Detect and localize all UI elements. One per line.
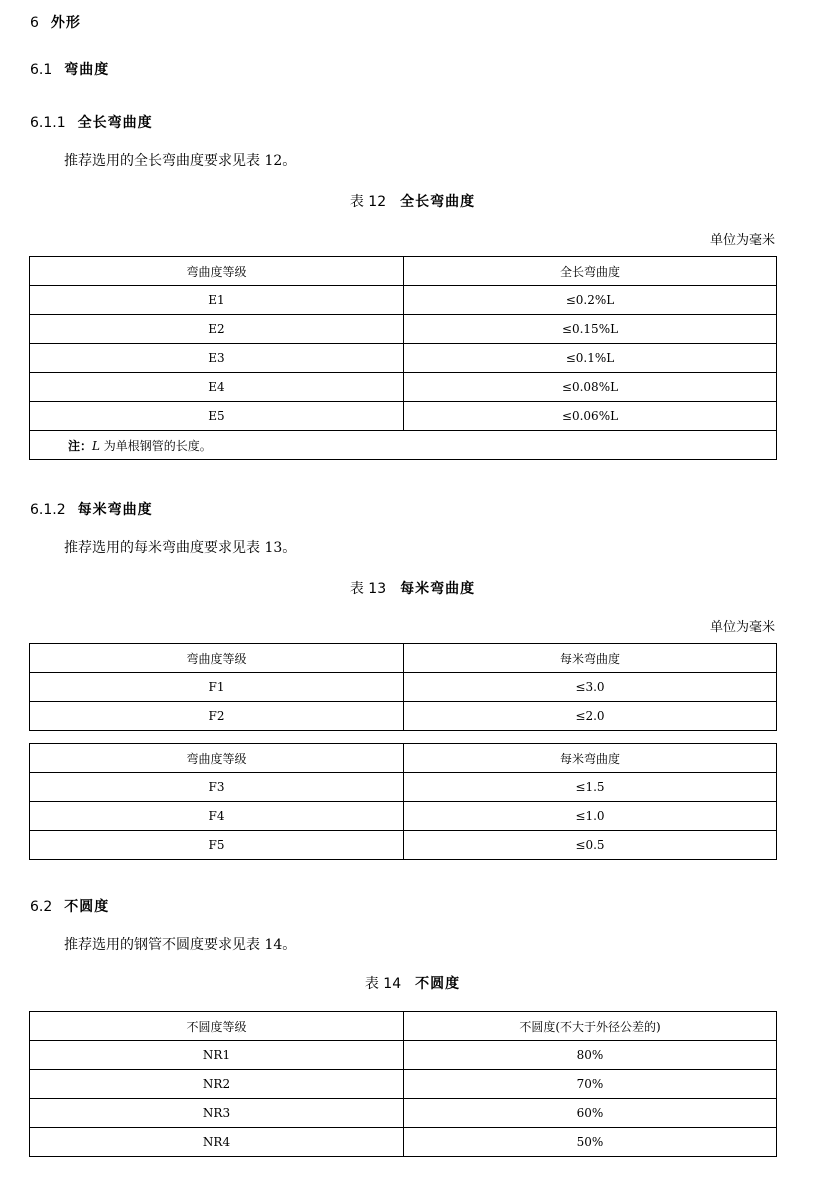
table-14 bbox=[29, 1011, 777, 1157]
table-note bbox=[30, 431, 777, 460]
table-row bbox=[30, 1070, 777, 1099]
grade-cell: E3 bbox=[30, 344, 404, 373]
heading-number: 6 bbox=[30, 15, 39, 31]
table-header-row bbox=[30, 1012, 777, 1041]
table-row bbox=[30, 673, 777, 702]
table-row bbox=[30, 802, 777, 831]
grade-cell: F1 bbox=[30, 673, 404, 702]
header-cell: 每米弯曲度 bbox=[404, 644, 777, 673]
grade-cell: E1 bbox=[30, 286, 404, 315]
header-cell: 不圆度等级 bbox=[30, 1012, 404, 1041]
paragraph-6-2: 推荐选用的钢管不圆度要求见表 14。 bbox=[64, 937, 297, 953]
table-14-caption bbox=[0, 973, 825, 993]
heading-6-1-1 bbox=[30, 112, 153, 132]
value-cell: 60% bbox=[404, 1099, 777, 1128]
grade-cell: E4 bbox=[30, 373, 404, 402]
note-variable: L bbox=[92, 438, 100, 453]
grade-cell: NR2 bbox=[30, 1070, 404, 1099]
grade-cell: E5 bbox=[30, 402, 404, 431]
heading-number: 6.2 bbox=[30, 899, 53, 915]
heading-title: 外形 bbox=[50, 15, 81, 31]
header-cell: 弯曲度等级 bbox=[30, 644, 404, 673]
value-cell: ≤0.1%L bbox=[404, 344, 777, 373]
table-row bbox=[30, 402, 777, 431]
value-cell: 50% bbox=[404, 1128, 777, 1157]
header-cell: 每米弯曲度 bbox=[404, 744, 777, 773]
grade-cell: F3 bbox=[30, 773, 404, 802]
table-title: 全长弯曲度 bbox=[400, 194, 476, 210]
header-cell: 不圆度(不大于外径公差的) bbox=[404, 1012, 777, 1041]
value-cell: ≤0.2%L bbox=[404, 286, 777, 315]
heading-6-1 bbox=[30, 59, 109, 79]
value-cell: 80% bbox=[404, 1041, 777, 1070]
table-13-part-a bbox=[29, 643, 777, 731]
value-cell: ≤1.5 bbox=[404, 773, 777, 802]
heading-6-1-2 bbox=[30, 499, 153, 519]
table-row bbox=[30, 315, 777, 344]
header-cell: 弯曲度等级 bbox=[30, 257, 404, 286]
paragraph-6-1-1: 推荐选用的全长弯曲度要求见表 12。 bbox=[64, 153, 297, 169]
value-cell: ≤1.0 bbox=[404, 802, 777, 831]
heading-title: 每米弯曲度 bbox=[77, 502, 153, 518]
table-number: 表 13 bbox=[349, 581, 387, 597]
table-13-part-b bbox=[29, 743, 777, 860]
table-header-row bbox=[30, 257, 777, 286]
table-row bbox=[30, 286, 777, 315]
value-cell: ≤0.06%L bbox=[404, 402, 777, 431]
note-label: 注： bbox=[68, 438, 93, 453]
grade-cell: F5 bbox=[30, 831, 404, 860]
grade-cell: NR3 bbox=[30, 1099, 404, 1128]
heading-6 bbox=[30, 12, 81, 32]
table-row bbox=[30, 1099, 777, 1128]
table-header-row bbox=[30, 744, 777, 773]
grade-cell: F4 bbox=[30, 802, 404, 831]
table-header-row bbox=[30, 644, 777, 673]
table-12-unit: 单位为毫米 bbox=[709, 233, 775, 248]
heading-number: 6.1.2 bbox=[30, 502, 66, 518]
table-number: 表 14 bbox=[364, 976, 402, 992]
table-row bbox=[30, 773, 777, 802]
table-note-row bbox=[30, 431, 777, 460]
header-cell: 全长弯曲度 bbox=[404, 257, 777, 286]
paragraph-6-1-2: 推荐选用的每米弯曲度要求见表 13。 bbox=[64, 540, 297, 556]
note-text: 为单根钢管的长度。 bbox=[99, 438, 212, 453]
heading-title: 不圆度 bbox=[64, 899, 110, 915]
table-13-unit: 单位为毫米 bbox=[709, 620, 775, 635]
value-cell: ≤3.0 bbox=[404, 673, 777, 702]
grade-cell: F2 bbox=[30, 702, 404, 731]
grade-cell: NR1 bbox=[30, 1041, 404, 1070]
table-row bbox=[30, 373, 777, 402]
table-number: 表 12 bbox=[349, 194, 387, 210]
heading-title: 全长弯曲度 bbox=[77, 115, 153, 131]
grade-cell: E2 bbox=[30, 315, 404, 344]
value-cell: ≤2.0 bbox=[404, 702, 777, 731]
table-12-caption bbox=[0, 191, 825, 211]
heading-6-2 bbox=[30, 896, 109, 916]
table-row bbox=[30, 702, 777, 731]
heading-title: 弯曲度 bbox=[64, 62, 110, 78]
value-cell: ≤0.15%L bbox=[404, 315, 777, 344]
table-title: 每米弯曲度 bbox=[400, 581, 476, 597]
value-cell: ≤0.08%L bbox=[404, 373, 777, 402]
table-row bbox=[30, 1041, 777, 1070]
value-cell: 70% bbox=[404, 1070, 777, 1099]
heading-number: 6.1 bbox=[30, 62, 53, 78]
table-row bbox=[30, 831, 777, 860]
table-13-caption bbox=[0, 578, 825, 598]
table-row bbox=[30, 1128, 777, 1157]
table-title: 不圆度 bbox=[415, 976, 461, 992]
table-row bbox=[30, 344, 777, 373]
header-cell: 弯曲度等级 bbox=[30, 744, 404, 773]
grade-cell: NR4 bbox=[30, 1128, 404, 1157]
value-cell: ≤0.5 bbox=[404, 831, 777, 860]
heading-number: 6.1.1 bbox=[30, 115, 66, 131]
table-12 bbox=[29, 256, 777, 460]
